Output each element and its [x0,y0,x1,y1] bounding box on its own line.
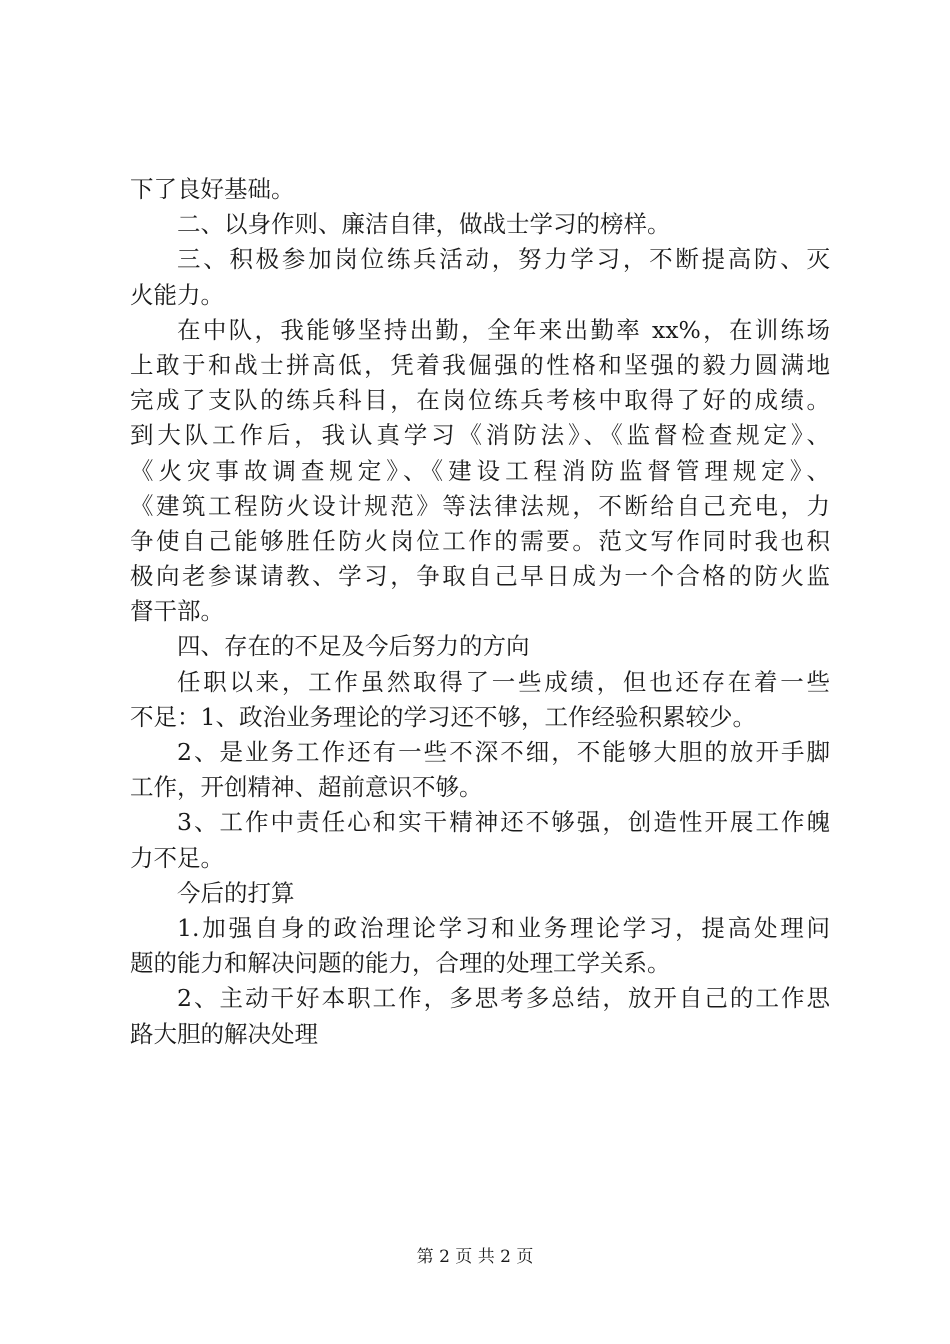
text-line: 火能力。 [130,280,224,309]
text-line: 2、主动干好本职工作，多思考多总结，放开自己的工作思 [177,984,830,1013]
text-line: 下了良好基础。 [130,175,295,203]
text-line: 路大胆的解决处理 [130,1019,318,1048]
text-line: 力不足。 [130,843,224,872]
text-line: 2、是业务工作还有一些不深不细，不能够大胆的放开手脚 [177,738,830,766]
text-line: 1.加强自身的政治理论学习和业务理论学习，提高处理问 [177,913,830,942]
page-footer: 第 2 页 共 2 页 [416,1247,534,1267]
text-line: 工作，开创精神、超前意识不够。 [130,773,483,802]
text-line: 极向老参谋请教、学习，争取自己早日成为一个合格的防火监 [130,562,830,591]
text-line: 任职以来，工作虽然取得了一些成绩，但也还存在着一些 [177,667,830,696]
text-line: 上敢于和战士拼高低，凭着我倔强的性格和坚强的毅力圆满地 [130,350,830,379]
text-line: 《建筑工程防火设计规范》等法律法规，不断给自己充电，力 [130,491,830,520]
text-line: 四、存在的不足及今后努力的方向 [177,632,530,661]
text-line: 不足：1、政治业务理论的学习还不够，工作经验积累较少。 [130,702,756,731]
text-line: 争使自己能够胜任防火岗位工作的需要。范文写作同时我也积 [130,526,830,555]
text-line: 完成了支队的练兵科目，在岗位练兵考核中取得了好的成绩。 [130,386,830,415]
text-line: 在中队，我能够坚持出勤，全年来出勤率 xx%，在训练场 [177,315,830,344]
text-line: 《火灾事故调查规定》、《建设工程消防监督管理规定》、 [130,456,830,485]
text-line: 三、积极参加岗位练兵活动，努力学习，不断提高防、灭 [177,245,830,274]
text-line: 题的能力和解决问题的能力，合理的处理工学关系。 [130,949,671,978]
text-line: 二、以身作则、廉洁自律，做战士学习的榜样。 [177,210,671,239]
text-line: 到大队工作后，我认真学习《消防法》、《监督检查规定》、 [130,421,830,450]
document-body [130,172,830,1052]
text-line: 督干部。 [130,597,224,626]
text-line: 今后的打算 [177,878,295,907]
text-line: 3、工作中责任心和实干精神还不够强，创造性开展工作魄 [177,808,830,837]
